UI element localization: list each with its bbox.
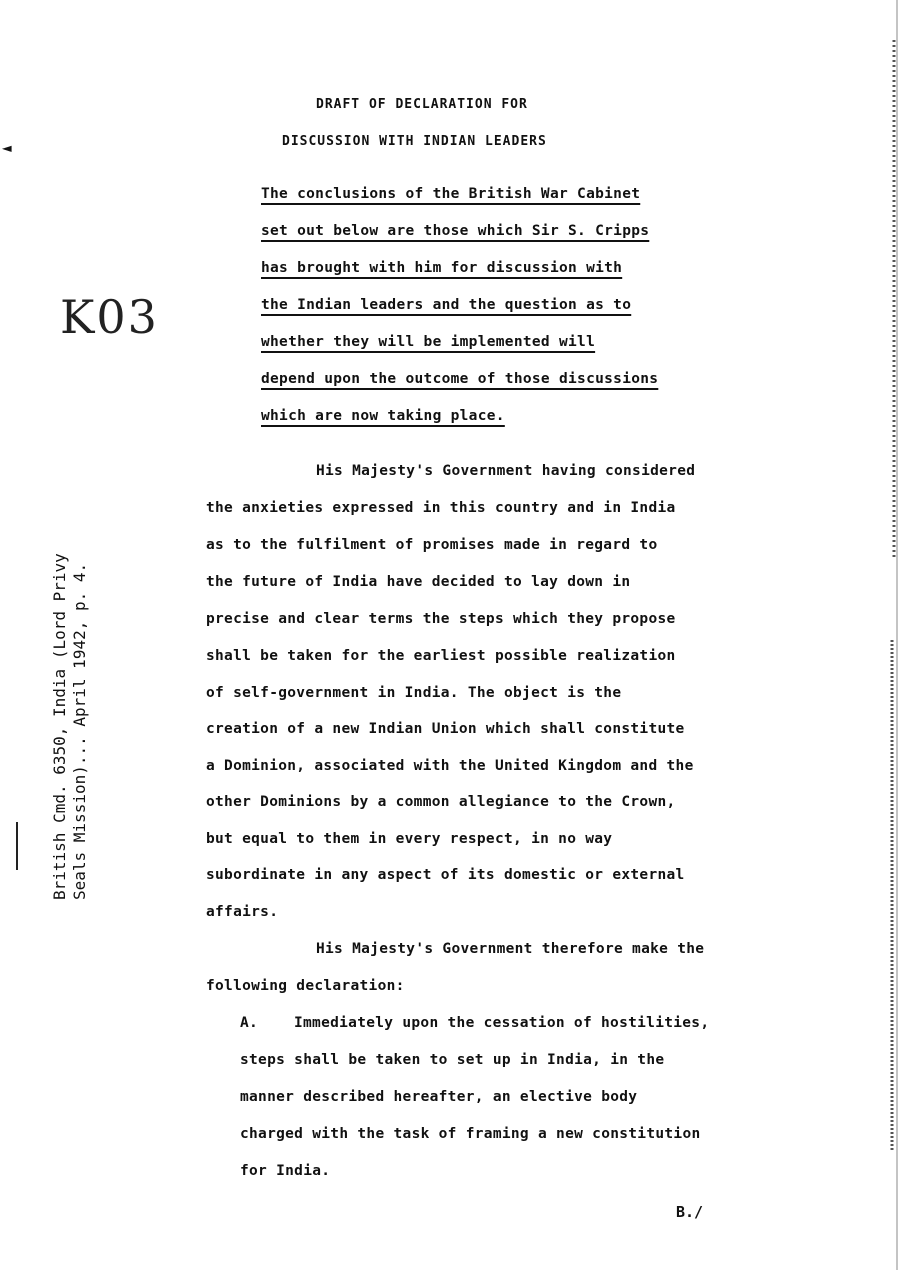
paragraph-line: as to the fulfilment of promises made in regard to bbox=[206, 537, 658, 553]
item-a-line: for India. bbox=[240, 1163, 331, 1179]
paragraph-line: precise and clear terms the steps which they propose bbox=[206, 611, 676, 627]
paragraph-line: shall be taken for the earliest possible realization bbox=[206, 648, 676, 664]
margin-citation-line-2: Seals Mission)... April 1942, p. 4. bbox=[70, 562, 89, 900]
note-line: whether they will be implemented will bbox=[261, 334, 596, 350]
item-a-line: charged with the task of framing a new constitution bbox=[240, 1126, 701, 1142]
paragraph-line: following declaration: bbox=[206, 978, 405, 994]
margin-arrow-mark: ◄ bbox=[2, 138, 12, 157]
item-a-line: Immediately upon the cessation of hostilities, bbox=[294, 1015, 710, 1031]
paragraph-line: but equal to them in every respect, in no way bbox=[206, 831, 613, 847]
margin-bracket bbox=[16, 822, 18, 870]
paragraph-line: other Dominions by a common allegiance to the Crown, bbox=[206, 794, 676, 810]
paragraph-line: the future of India have decided to lay down in bbox=[206, 574, 631, 590]
item-a-label: A. bbox=[240, 1015, 259, 1031]
paragraph-line: creation of a new Indian Union which shall constitute bbox=[206, 721, 685, 737]
paragraph-line: affairs. bbox=[206, 904, 279, 920]
page-continuation-marker: B./ bbox=[676, 1203, 704, 1221]
title-line-1: DRAFT OF DECLARATION FOR bbox=[316, 97, 528, 112]
paragraph-line: His Majesty's Government having considered bbox=[316, 463, 696, 479]
paragraph-line: a Dominion, associated with the United Kingdom and the bbox=[206, 758, 694, 774]
scan-edge-artifact bbox=[870, 0, 900, 1270]
paragraph-line: subordinate in any aspect of its domestic or external bbox=[206, 867, 685, 883]
note-line: The conclusions of the British War Cabinet bbox=[261, 186, 641, 202]
note-line: which are now taking place. bbox=[261, 408, 505, 424]
item-a-line: manner described hereafter, an elective body bbox=[240, 1089, 638, 1105]
paragraph-line: of self-government in India. The object is the bbox=[206, 685, 622, 701]
paragraph-line: the anxieties expressed in this country and in India bbox=[206, 500, 676, 516]
note-line: depend upon the outcome of those discussions bbox=[261, 371, 659, 387]
margin-citation-line-1: British Cmd. 6350, India (Lord Privy bbox=[50, 553, 69, 900]
margin-citation bbox=[50, 480, 90, 900]
item-a-line: steps shall be taken to set up in India, in the bbox=[240, 1052, 665, 1068]
note-line: the Indian leaders and the question as to bbox=[261, 297, 632, 313]
note-line: has brought with him for discussion with bbox=[261, 260, 623, 276]
paragraph-line: His Majesty's Government therefore make the bbox=[316, 941, 705, 957]
handwritten-note: K03 bbox=[60, 290, 159, 344]
title-line-2: DISCUSSION WITH INDIAN LEADERS bbox=[282, 134, 547, 149]
note-line: set out below are those which Sir S. Cripps bbox=[261, 223, 650, 239]
